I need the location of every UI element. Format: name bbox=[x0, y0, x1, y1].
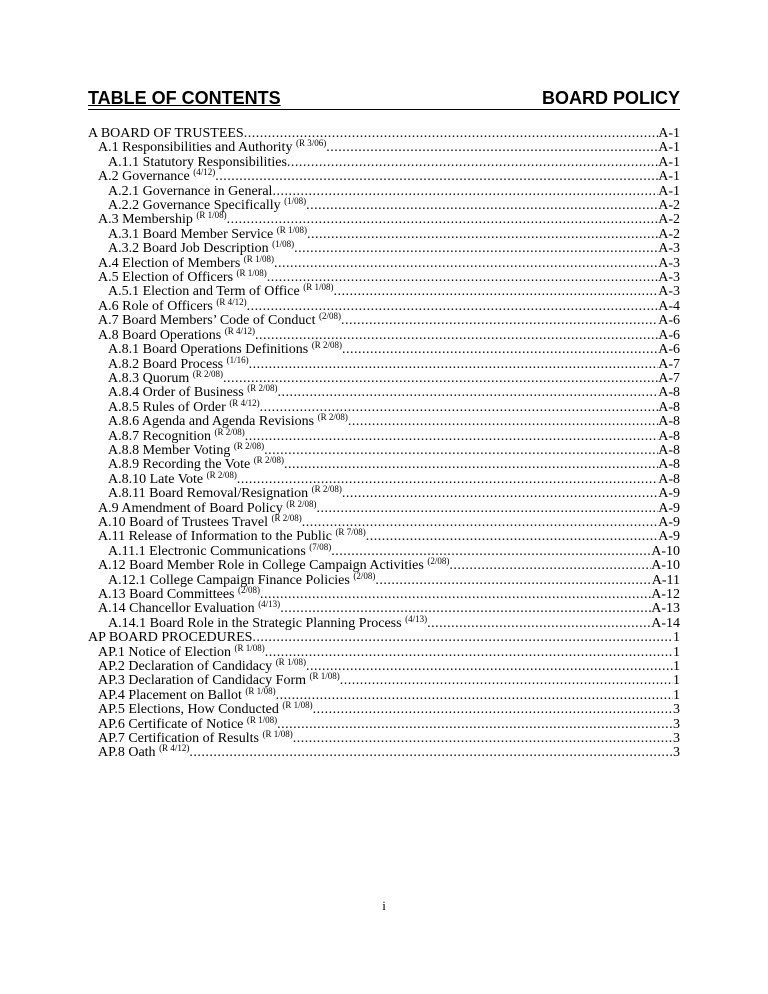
toc-entry[interactable] bbox=[88, 642, 680, 660]
toc-entry-title bbox=[98, 138, 327, 156]
entry-title-text: AP.3 Declaration of Candidacy Form bbox=[98, 673, 307, 689]
table-of-contents bbox=[88, 127, 680, 761]
entry-title-text: A.9 Amendment of Board Policy bbox=[98, 500, 283, 516]
toc-entry-page: A-1 bbox=[658, 169, 680, 185]
toc-entry[interactable] bbox=[88, 671, 680, 689]
revision-note: (R 2/08) bbox=[286, 498, 317, 509]
entry-title-text: A.8.4 Order of Business bbox=[108, 385, 244, 401]
dot-leader bbox=[326, 141, 658, 155]
toc-entry[interactable] bbox=[88, 311, 680, 329]
entry-title-text: AP BOARD PROCEDURES bbox=[88, 630, 253, 646]
revision-note: (2/08) bbox=[353, 570, 376, 581]
toc-entry-page: 1 bbox=[673, 673, 680, 689]
entry-title-text: A.8.3 Quorum bbox=[108, 370, 190, 386]
entry-title-text: A.10 Board of Trustees Travel bbox=[98, 514, 268, 530]
entry-title-text: A.8.5 Rules of Order bbox=[108, 399, 226, 415]
dot-leader bbox=[265, 646, 673, 660]
revision-note: (R 2/08) bbox=[311, 340, 342, 351]
toc-entry-page: A-6 bbox=[658, 327, 680, 343]
toc-entry-title bbox=[108, 469, 237, 487]
entry-title-text: A.4 Election of Members bbox=[98, 255, 241, 271]
page-header bbox=[88, 88, 680, 110]
toc-entry-page: A-4 bbox=[658, 298, 680, 314]
dot-leader bbox=[277, 718, 673, 732]
revision-note: (R 1/08) bbox=[243, 253, 275, 264]
revision-note: (R 2/08) bbox=[206, 469, 237, 480]
toc-entry-page: A-1 bbox=[658, 154, 680, 170]
dot-leader bbox=[449, 559, 651, 573]
toc-entry-page: A-8 bbox=[658, 457, 680, 473]
toc-entry-page: 3 bbox=[673, 731, 680, 747]
toc-entry-title bbox=[108, 455, 284, 473]
dot-leader bbox=[276, 689, 673, 703]
entry-title-text: A.8.1 Board Operations Definitions bbox=[108, 342, 309, 358]
dot-leader bbox=[294, 242, 658, 256]
dot-leader bbox=[333, 285, 658, 299]
toc-entry-page: A-11 bbox=[651, 572, 680, 588]
dot-leader bbox=[307, 228, 658, 242]
revision-note: (R 1/08) bbox=[303, 282, 334, 293]
entry-title-text: AP.6 Certificate of Notice bbox=[98, 716, 244, 732]
revision-note: (R 1/08) bbox=[282, 700, 313, 711]
entry-title-text: A.14 Chancellor Evaluation bbox=[98, 601, 255, 617]
toc-entry[interactable] bbox=[88, 743, 680, 761]
entry-title-text: A.12 Board Member Role in College Campaign Activities bbox=[98, 558, 424, 574]
toc-entry[interactable] bbox=[88, 426, 680, 444]
toc-entry-title bbox=[98, 714, 278, 732]
revision-note: (R 1/08) bbox=[236, 268, 267, 279]
toc-entry[interactable] bbox=[88, 556, 680, 574]
entry-title-text: A.3.2 Board Job Description bbox=[108, 241, 269, 257]
toc-entry[interactable] bbox=[88, 239, 680, 257]
entry-title-text: A.14.1 Board Role in the Strategic Planning Process bbox=[108, 615, 402, 631]
revision-note: (R 1/08) bbox=[245, 685, 276, 696]
dot-leader bbox=[293, 732, 673, 746]
toc-entry-page: A-8 bbox=[658, 428, 680, 444]
dot-leader bbox=[252, 631, 673, 645]
toc-entry-title bbox=[88, 631, 252, 645]
dot-leader bbox=[277, 386, 658, 400]
entry-title-text: A.6 Role of Officers bbox=[98, 298, 213, 314]
toc-entry-page: A-10 bbox=[651, 558, 680, 574]
toc-entry-page: 1 bbox=[673, 644, 680, 660]
toc-entry[interactable] bbox=[88, 527, 680, 545]
entry-title-text: A.11.1 Electronic Communications bbox=[108, 543, 306, 559]
toc-entry-title bbox=[108, 397, 260, 415]
dot-leader bbox=[316, 502, 658, 516]
toc-entry-page: A-14 bbox=[651, 615, 680, 631]
toc-entry-title bbox=[98, 210, 227, 228]
entry-title-text: A.2.2 Governance Specifically bbox=[108, 198, 281, 214]
toc-entry-title bbox=[108, 185, 272, 199]
dot-leader bbox=[313, 703, 673, 717]
entry-title-text: A.3 Membership bbox=[98, 212, 193, 228]
entry-title-text: A.8.7 Recognition bbox=[108, 428, 212, 444]
dot-leader bbox=[223, 372, 658, 386]
revision-note: (4/13) bbox=[405, 613, 428, 624]
toc-entry[interactable] bbox=[88, 210, 680, 228]
toc-entry-title bbox=[98, 599, 281, 617]
revision-note: (R 3/06) bbox=[295, 138, 327, 149]
toc-entry[interactable] bbox=[88, 498, 680, 516]
entry-title-text: AP.1 Notice of Election bbox=[98, 644, 231, 660]
dot-leader bbox=[287, 156, 658, 170]
toc-entry-page: A-3 bbox=[658, 255, 680, 271]
toc-entry[interactable] bbox=[88, 354, 680, 372]
revision-note: (R 1/08) bbox=[234, 642, 265, 653]
toc-entry[interactable] bbox=[88, 484, 680, 502]
entry-title-text: A.5.1 Election and Term of Office bbox=[108, 284, 300, 300]
toc-entry[interactable] bbox=[88, 714, 680, 732]
dot-leader bbox=[245, 430, 658, 444]
revision-note: (R 2/08) bbox=[233, 440, 265, 451]
revision-note: (R 2/08) bbox=[271, 512, 302, 523]
toc-entry-page: A-3 bbox=[658, 241, 680, 257]
toc-entry-page: A-2 bbox=[658, 212, 680, 228]
revision-note: (R 2/08) bbox=[311, 484, 342, 495]
revision-note: (R 1/08) bbox=[309, 671, 340, 682]
page-number: i bbox=[382, 898, 386, 913]
toc-entry-page: A-1 bbox=[658, 140, 680, 156]
toc-entry-page: A-8 bbox=[658, 414, 680, 430]
entry-title-text: A.2 Governance bbox=[98, 169, 190, 185]
revision-note: (R 4/12) bbox=[229, 397, 260, 408]
entry-title-text: AP.7 Certification of Results bbox=[98, 731, 259, 747]
toc-entry[interactable] bbox=[88, 599, 680, 617]
toc-entry-page: 3 bbox=[673, 702, 680, 718]
entry-title-text: A.8.8 Member Voting bbox=[108, 442, 231, 458]
toc-entry-title bbox=[98, 743, 190, 761]
entry-title-text: A.3.1 Board Member Service bbox=[108, 226, 274, 242]
entry-title-text: A.8.11 Board Removal/Resignation bbox=[108, 486, 309, 502]
toc-entry[interactable] bbox=[88, 282, 680, 300]
dot-leader bbox=[348, 415, 658, 429]
toc-entry-page: A-2 bbox=[658, 198, 680, 214]
revision-note: (R 1/08) bbox=[196, 210, 227, 221]
toc-entry[interactable] bbox=[88, 613, 680, 631]
toc-entry-title bbox=[98, 642, 265, 660]
revision-note: (2/08) bbox=[318, 311, 341, 322]
toc-entry-page: A-9 bbox=[658, 529, 680, 545]
toc-entry-page: A-3 bbox=[658, 270, 680, 286]
entry-title-text: A.8.9 Recording the Vote bbox=[108, 457, 251, 473]
entry-title-text: A BOARD OF TRUSTEES bbox=[88, 126, 244, 141]
revision-note: (1/08) bbox=[272, 239, 295, 250]
dot-leader bbox=[249, 358, 659, 372]
header-section: BOARD POLICY bbox=[541, 88, 680, 108]
revision-note: (R 1/08) bbox=[275, 657, 306, 668]
toc-entry-page: A-3 bbox=[658, 284, 680, 300]
dot-leader bbox=[375, 574, 651, 588]
toc-entry-page: A-1 bbox=[658, 126, 680, 141]
revision-note: (R 1/08) bbox=[246, 714, 278, 725]
toc-entry-page: A-6 bbox=[658, 313, 680, 329]
dot-leader bbox=[189, 746, 673, 760]
toc-entry-title bbox=[108, 340, 342, 358]
entry-title-text: A.13 Board Committees bbox=[98, 587, 235, 602]
toc-entry-title bbox=[98, 700, 313, 718]
revision-note: (4/12) bbox=[193, 167, 216, 178]
revision-note: (R 1/08) bbox=[276, 224, 307, 235]
revision-note: (2/08) bbox=[427, 556, 450, 567]
dot-leader bbox=[280, 602, 651, 616]
dot-leader bbox=[342, 343, 658, 357]
toc-entry-page: A-9 bbox=[658, 500, 680, 516]
toc-entry[interactable] bbox=[88, 412, 680, 430]
revision-note: (R 2/08) bbox=[214, 426, 245, 437]
dot-leader bbox=[237, 473, 658, 487]
entry-title-text: AP.2 Declaration of Candidacy bbox=[98, 659, 273, 675]
toc-entry[interactable] bbox=[88, 570, 680, 588]
revision-note: (4/13) bbox=[258, 599, 281, 610]
toc-entry[interactable] bbox=[88, 253, 680, 271]
toc-entry[interactable] bbox=[88, 383, 680, 401]
toc-entry-page: 3 bbox=[673, 745, 680, 761]
toc-entry-page: 1 bbox=[673, 630, 680, 646]
toc-entry[interactable] bbox=[88, 340, 680, 358]
toc-entry-title bbox=[98, 325, 256, 343]
dot-leader bbox=[306, 199, 658, 213]
dot-leader bbox=[366, 530, 659, 544]
toc-entry-page: A-8 bbox=[658, 442, 680, 458]
dot-leader bbox=[274, 257, 658, 271]
toc-entry-page: A-9 bbox=[658, 514, 680, 530]
toc-entry-title bbox=[98, 671, 340, 689]
entry-title-text: AP.4 Placement on Ballot bbox=[98, 687, 242, 703]
revision-note: (R 2/08) bbox=[192, 368, 224, 379]
revision-note: (R 1/08) bbox=[262, 729, 293, 740]
entry-title-text: AP.8 Oath bbox=[98, 745, 156, 761]
toc-entry-page: A-7 bbox=[658, 370, 680, 386]
revision-note: (R 7/08) bbox=[335, 527, 366, 538]
revision-note: (7/08) bbox=[309, 541, 332, 552]
toc-entry-page: A-8 bbox=[658, 385, 680, 401]
toc-entry-page: A-6 bbox=[658, 342, 680, 358]
toc-entry-page: A-7 bbox=[658, 356, 680, 372]
toc-entry-page: A-1 bbox=[658, 183, 680, 199]
toc-entry-page: A-2 bbox=[658, 226, 680, 242]
toc-entry-title bbox=[108, 613, 428, 631]
toc-entry[interactable] bbox=[88, 631, 680, 645]
toc-entry[interactable] bbox=[88, 167, 680, 185]
entry-title-text: A.2.1 Governance in General bbox=[108, 183, 273, 199]
revision-note: (1/08) bbox=[284, 196, 307, 207]
toc-entry[interactable] bbox=[88, 325, 680, 343]
revision-note: (R 4/12) bbox=[159, 743, 190, 754]
toc-entry[interactable] bbox=[88, 469, 680, 487]
revision-note: (R 2/08) bbox=[247, 383, 278, 394]
toc-entry-page: A-12 bbox=[651, 587, 680, 602]
revision-note: (2/08) bbox=[238, 585, 260, 595]
entry-title-text: A.1.1 Statutory Responsibilities bbox=[108, 154, 287, 170]
toc-entry-page: 1 bbox=[673, 659, 680, 675]
revision-note: (1/16) bbox=[226, 354, 249, 365]
dot-leader bbox=[341, 314, 658, 328]
dot-leader bbox=[340, 674, 673, 688]
entry-title-text: A.5 Election of Officers bbox=[98, 270, 234, 286]
entry-title-text: AP.5 Elections, How Conducted bbox=[98, 702, 279, 718]
toc-entry-title bbox=[108, 354, 249, 372]
revision-note: (R 2/08) bbox=[253, 455, 284, 466]
toc-entry[interactable] bbox=[88, 455, 680, 473]
toc-entry[interactable] bbox=[88, 138, 680, 156]
dot-leader bbox=[264, 444, 658, 458]
revision-note: (R 2/08) bbox=[317, 412, 348, 423]
dot-leader bbox=[284, 458, 658, 472]
toc-entry-page: A-8 bbox=[658, 399, 680, 415]
toc-entry-page: A-10 bbox=[651, 543, 680, 559]
revision-note: (R 4/12) bbox=[224, 325, 256, 336]
entry-title-text: A.11 Release of Information to the Public bbox=[98, 529, 332, 545]
toc-entry-page: A-8 bbox=[658, 471, 680, 487]
entry-title-text: A.8.6 Agenda and Agenda Revisions bbox=[108, 414, 315, 430]
entry-title-text: A.8.10 Late Vote bbox=[108, 471, 204, 487]
toc-entry-page: 1 bbox=[673, 687, 680, 703]
toc-entry-page: A-13 bbox=[651, 601, 680, 617]
toc-entry-title bbox=[98, 556, 450, 574]
dot-leader bbox=[260, 588, 651, 602]
toc-entry[interactable] bbox=[88, 700, 680, 718]
dot-leader bbox=[215, 170, 658, 184]
toc-entry-page: A-9 bbox=[658, 486, 680, 502]
dot-leader bbox=[272, 185, 658, 199]
entry-title-text: A.7 Board Members’ Code of Conduct bbox=[98, 313, 316, 329]
toc-entry-title bbox=[98, 167, 216, 185]
dot-leader bbox=[306, 660, 673, 674]
toc-entry-page: 3 bbox=[673, 716, 680, 732]
entry-title-text: A.1 Responsibilities and Authority bbox=[98, 140, 293, 156]
toc-entry[interactable] bbox=[88, 397, 680, 415]
revision-note: (R 4/12) bbox=[216, 296, 247, 307]
dot-leader bbox=[342, 487, 658, 501]
entry-title-text: A.12.1 College Campaign Finance Policies bbox=[108, 572, 350, 588]
entry-title-text: A.8 Board Operations bbox=[98, 327, 222, 343]
entry-title-text: A.8.2 Board Process bbox=[108, 356, 224, 372]
toc-entry[interactable] bbox=[88, 185, 680, 199]
header-title: TABLE OF CONTENTS bbox=[88, 88, 281, 108]
toc-entry-title bbox=[108, 426, 245, 444]
toc-entry-title bbox=[98, 311, 341, 329]
dot-leader bbox=[427, 617, 651, 631]
